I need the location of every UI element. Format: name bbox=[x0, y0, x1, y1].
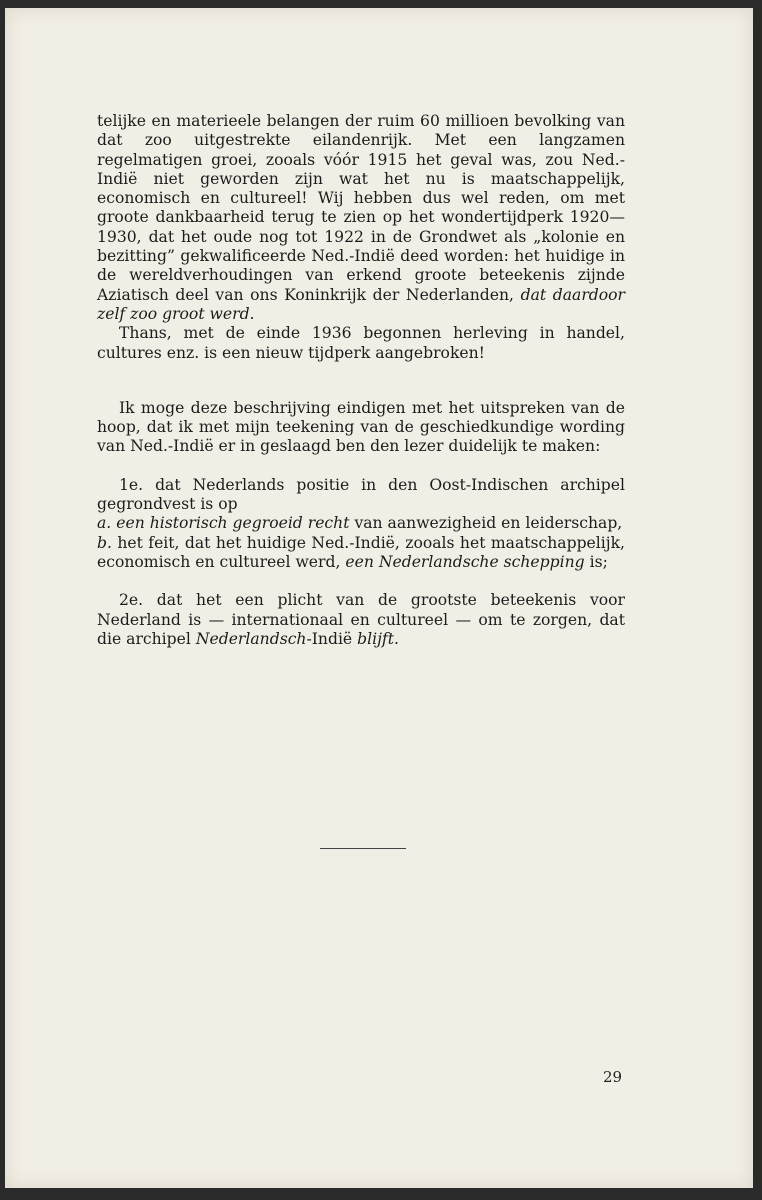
point-1-b-label: b. bbox=[97, 533, 112, 552]
point-2-italic-2: blijft. bbox=[357, 629, 399, 648]
page-number: 29 bbox=[603, 1068, 623, 1086]
point-1-lead: 1e. dat Nederlands positie in den Oost-Indischen archipel gegrondvest is op bbox=[97, 475, 625, 514]
point-1-b-rest: het feit, dat het huidige Ned.-Indië, zooals het maatschappelijk, economisch en cultureel werd, bbox=[97, 533, 625, 571]
book-page bbox=[5, 8, 753, 1188]
paragraph-3: Ik moge deze beschrijving eindigen met het uitspreken van de hoop, dat ik met mijn teekening van de geschiedkundige wording van Ned.-Indië er in geslaagd ben den lezer duidelijk te maken: bbox=[97, 398, 625, 456]
paragraph-2: Thans, met de einde 1936 begonnen herleving in handel, cultures enz. is een nieuw tijdperk aangebroken! bbox=[97, 324, 625, 362]
point-1-a-italic: een historisch gegroeid recht bbox=[116, 514, 350, 533]
paragraph-1-text: telijke en materieele belangen der ruim 60 millioen bevolking van dat zoo uitgestrekte eilandenrijk. Met een langzamen regelmatigen groei, zooals vóór 1915 het geval was, zou Ned.-Indië niet geworden zijn wat het nu is maatschappelijk, economisch en cultureel! Wij hebben dus wel reden, om met groote dankbaarheid terug te zien op het wondertijdperk 1920—1930, dat het oude nog tot 1922 in de Grondwet als „kolonie en bezitting” gekwalificeerde Ned.-Indië deed worden: het huidige in de wereldverhoudingen van erkend groote beteekenis zijnde Aziatisch deel van ons Koninkrijk der Nederlanden, bbox=[97, 112, 625, 304]
point-1-a-label: a. bbox=[97, 514, 112, 533]
point-1-a bbox=[97, 514, 625, 533]
point-2-text: 2e. dat het een plicht van de grootste beteekenis voor Nederland is — internationaal en cultureel — om te zorgen, dat die archipel bbox=[97, 591, 625, 648]
paragraph-1-italic: dat daardoor zelf zoo groot werd. bbox=[97, 285, 625, 323]
paragraph-5 bbox=[97, 591, 625, 649]
point-1-b-italic: een Nederlandsche schepping bbox=[345, 552, 585, 571]
paragraph-4 bbox=[97, 476, 625, 515]
point-1-b-end: is; bbox=[589, 552, 608, 571]
paragraph-1 bbox=[97, 112, 625, 324]
section-divider bbox=[320, 848, 406, 849]
body-text bbox=[97, 112, 625, 649]
point-2-mid: -Indië bbox=[306, 629, 353, 648]
point-1-b bbox=[97, 534, 625, 573]
point-2-italic-1: Nederlandsch bbox=[195, 629, 307, 648]
point-1-a-rest: van aanwezigheid en leiderschap, bbox=[354, 514, 623, 533]
